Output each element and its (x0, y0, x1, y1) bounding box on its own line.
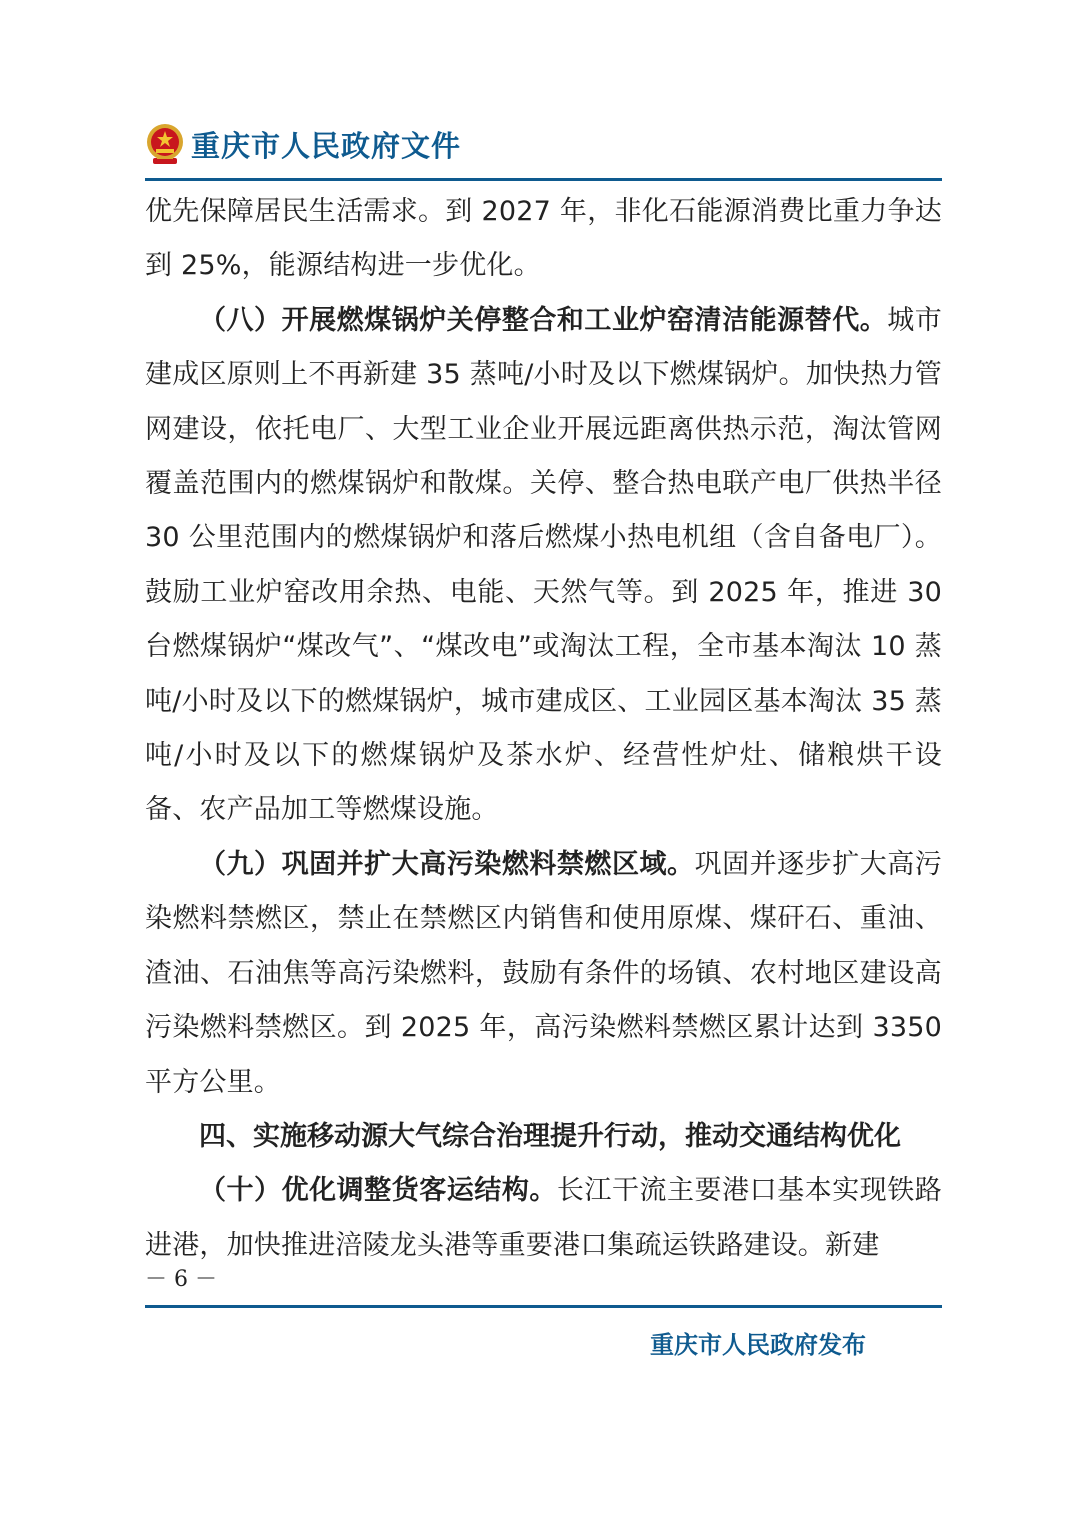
chapter-4-heading: 四、实施移动源大气综合治理提升行动，推动交通结构优化 (199, 1120, 901, 1152)
footer-divider (145, 1305, 942, 1308)
paragraph-continued: 优先保障居民生活需求。到 2027 年，非化石能源消费比重力争达到 25%，能源结构进一步优化。 (145, 196, 942, 282)
page-number: － 6 － (145, 1267, 217, 1292)
national-emblem-icon (145, 122, 185, 166)
document-title: 重庆市人民政府文件 (191, 128, 462, 163)
section-10-heading: （十）优化调整货客运结构。 (199, 1175, 557, 1207)
paragraph-section-9 (145, 838, 942, 1110)
paragraph-section-10 (145, 1164, 942, 1273)
paragraph-section-8 (145, 294, 942, 838)
document-header (145, 118, 461, 170)
section-8-text: 城市建成区原则上不再新建 35 蒸吨/小时及以下燃煤锅炉。加快热力管网建设，依托电厂、大型工业企业开展远距离供热示范，淘汰管网覆盖范围内的燃煤锅炉和散煤。关停、整合热电联产电厂供热半径 30 公里范围内的燃煤锅炉和落后燃煤小热电机组（含自备电厂）。鼓励工业炉窑改用余热、电能、天然气等。到 2025 年，推进 30 台燃煤锅炉“煤改气”、“煤改电”或淘汰工程，全市基本淘汰 10 蒸吨/小时及以下的燃煤锅炉，城市建成区、工业园区基本淘汰 35 蒸吨/小时及以下的燃煤锅炉及茶水炉、经营性炉灶、储粮烘干设备、农产品加工等燃煤设施。 (145, 304, 942, 826)
header-divider (145, 178, 942, 181)
section-9-heading: （九）巩固并扩大高污染燃料禁燃区域。 (199, 848, 695, 880)
section-9-text: 巩固并逐步扩大高污染燃料禁燃区，禁止在禁燃区内销售和使用原煤、煤矸石、重油、渣油、石油焦等高污染燃料，鼓励有条件的场镇、农村地区建设高污染燃料禁燃区。到 2025 年，高污染燃料禁燃区累计达到 3350 平方公里。 (145, 848, 942, 1098)
section-8-heading: （八）开展燃煤锅炉关停整合和工业炉窑清洁能源替代。 (199, 304, 888, 336)
section-10-text: 长江干流主要港口基本实现铁路进港，加快推进涪陵龙头港等重要港口集疏运铁路建设。新建 (145, 1175, 942, 1261)
document-body (145, 185, 942, 1273)
footer-publisher: 重庆市人民政府发布 (650, 1331, 866, 1359)
